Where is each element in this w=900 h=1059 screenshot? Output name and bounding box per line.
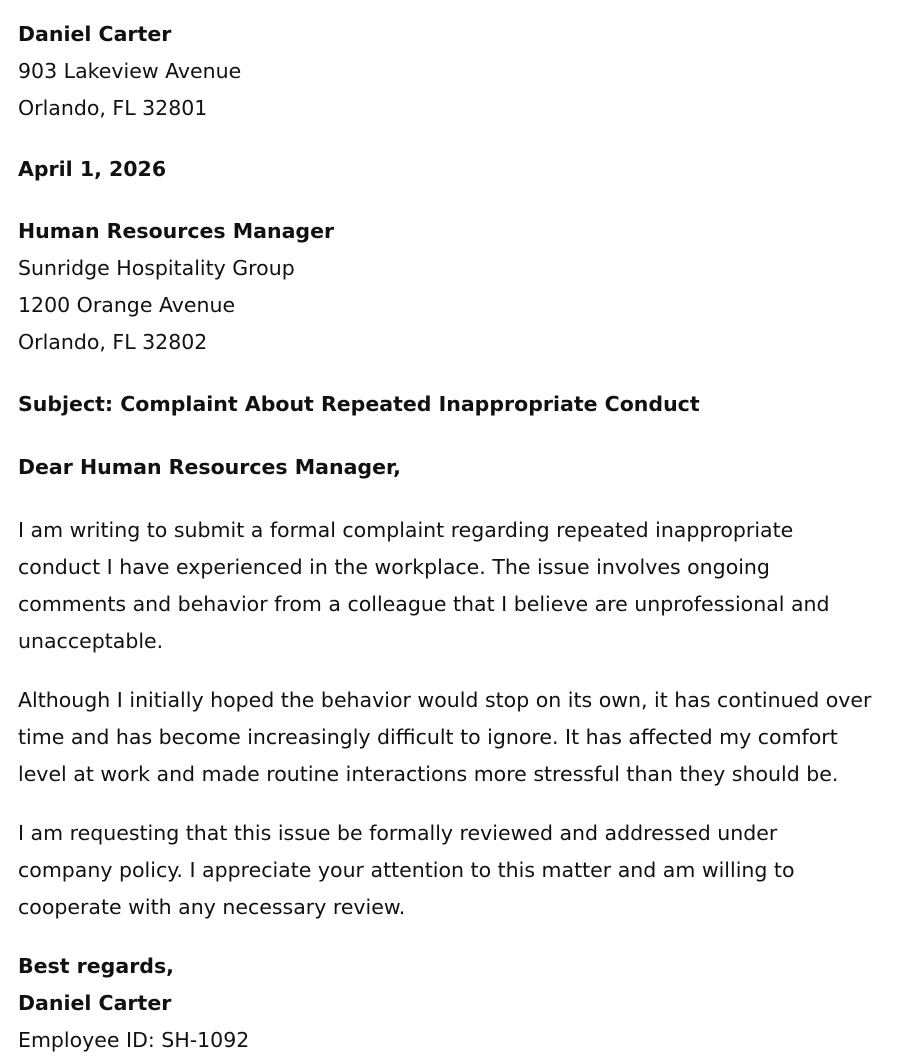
salutation-block — [18, 449, 882, 486]
sender-name: Daniel Carter — [18, 22, 172, 46]
sender-street: 903 Lakeview Avenue — [18, 59, 242, 83]
recipient-address-block — [18, 213, 882, 361]
body-paragraph-2: Although I initially hoped the behavior would stop on its own, it has continued over time and has become increasingly difficult to ignore. It has affected my comfort level at work and made routine interactions more stressful than they should be. — [18, 688, 872, 786]
recipient-company: Sunridge Hospitality Group — [18, 256, 295, 280]
sender-city-state-zip: Orlando, FL 32801 — [18, 96, 208, 120]
sender-address-block — [18, 16, 882, 127]
letter-date-block — [18, 151, 882, 188]
closing-block — [18, 948, 882, 1059]
employee-id: Employee ID: SH-1092 — [18, 1028, 250, 1052]
recipient-title: Human Resources Manager — [18, 219, 335, 243]
closing-name: Daniel Carter — [18, 991, 172, 1015]
recipient-city-state-zip: Orlando, FL 32802 — [18, 330, 208, 354]
body-paragraph-1: I am writing to submit a formal complaint regarding repeated inappropriate conduct I have experienced in the workplace. The issue involves ongoing comments and behavior from a colleague that I believe are unprofessional and unacceptable. — [18, 518, 830, 653]
closing-sign-off: Best regards, — [18, 954, 174, 978]
salutation: Dear Human Resources Manager, — [18, 455, 401, 479]
letter-date: April 1, 2026 — [18, 157, 167, 181]
body-paragraph-3: I am requesting that this issue be formally reviewed and addressed under company policy. I appreciate your attention to this matter and am willing to cooperate with any necessary review. — [18, 821, 795, 919]
letter-body — [18, 512, 882, 926]
subject-line: Subject: Complaint About Repeated Inappropriate Conduct — [18, 392, 700, 416]
subject-line-block — [18, 386, 882, 423]
recipient-street: 1200 Orange Avenue — [18, 293, 236, 317]
